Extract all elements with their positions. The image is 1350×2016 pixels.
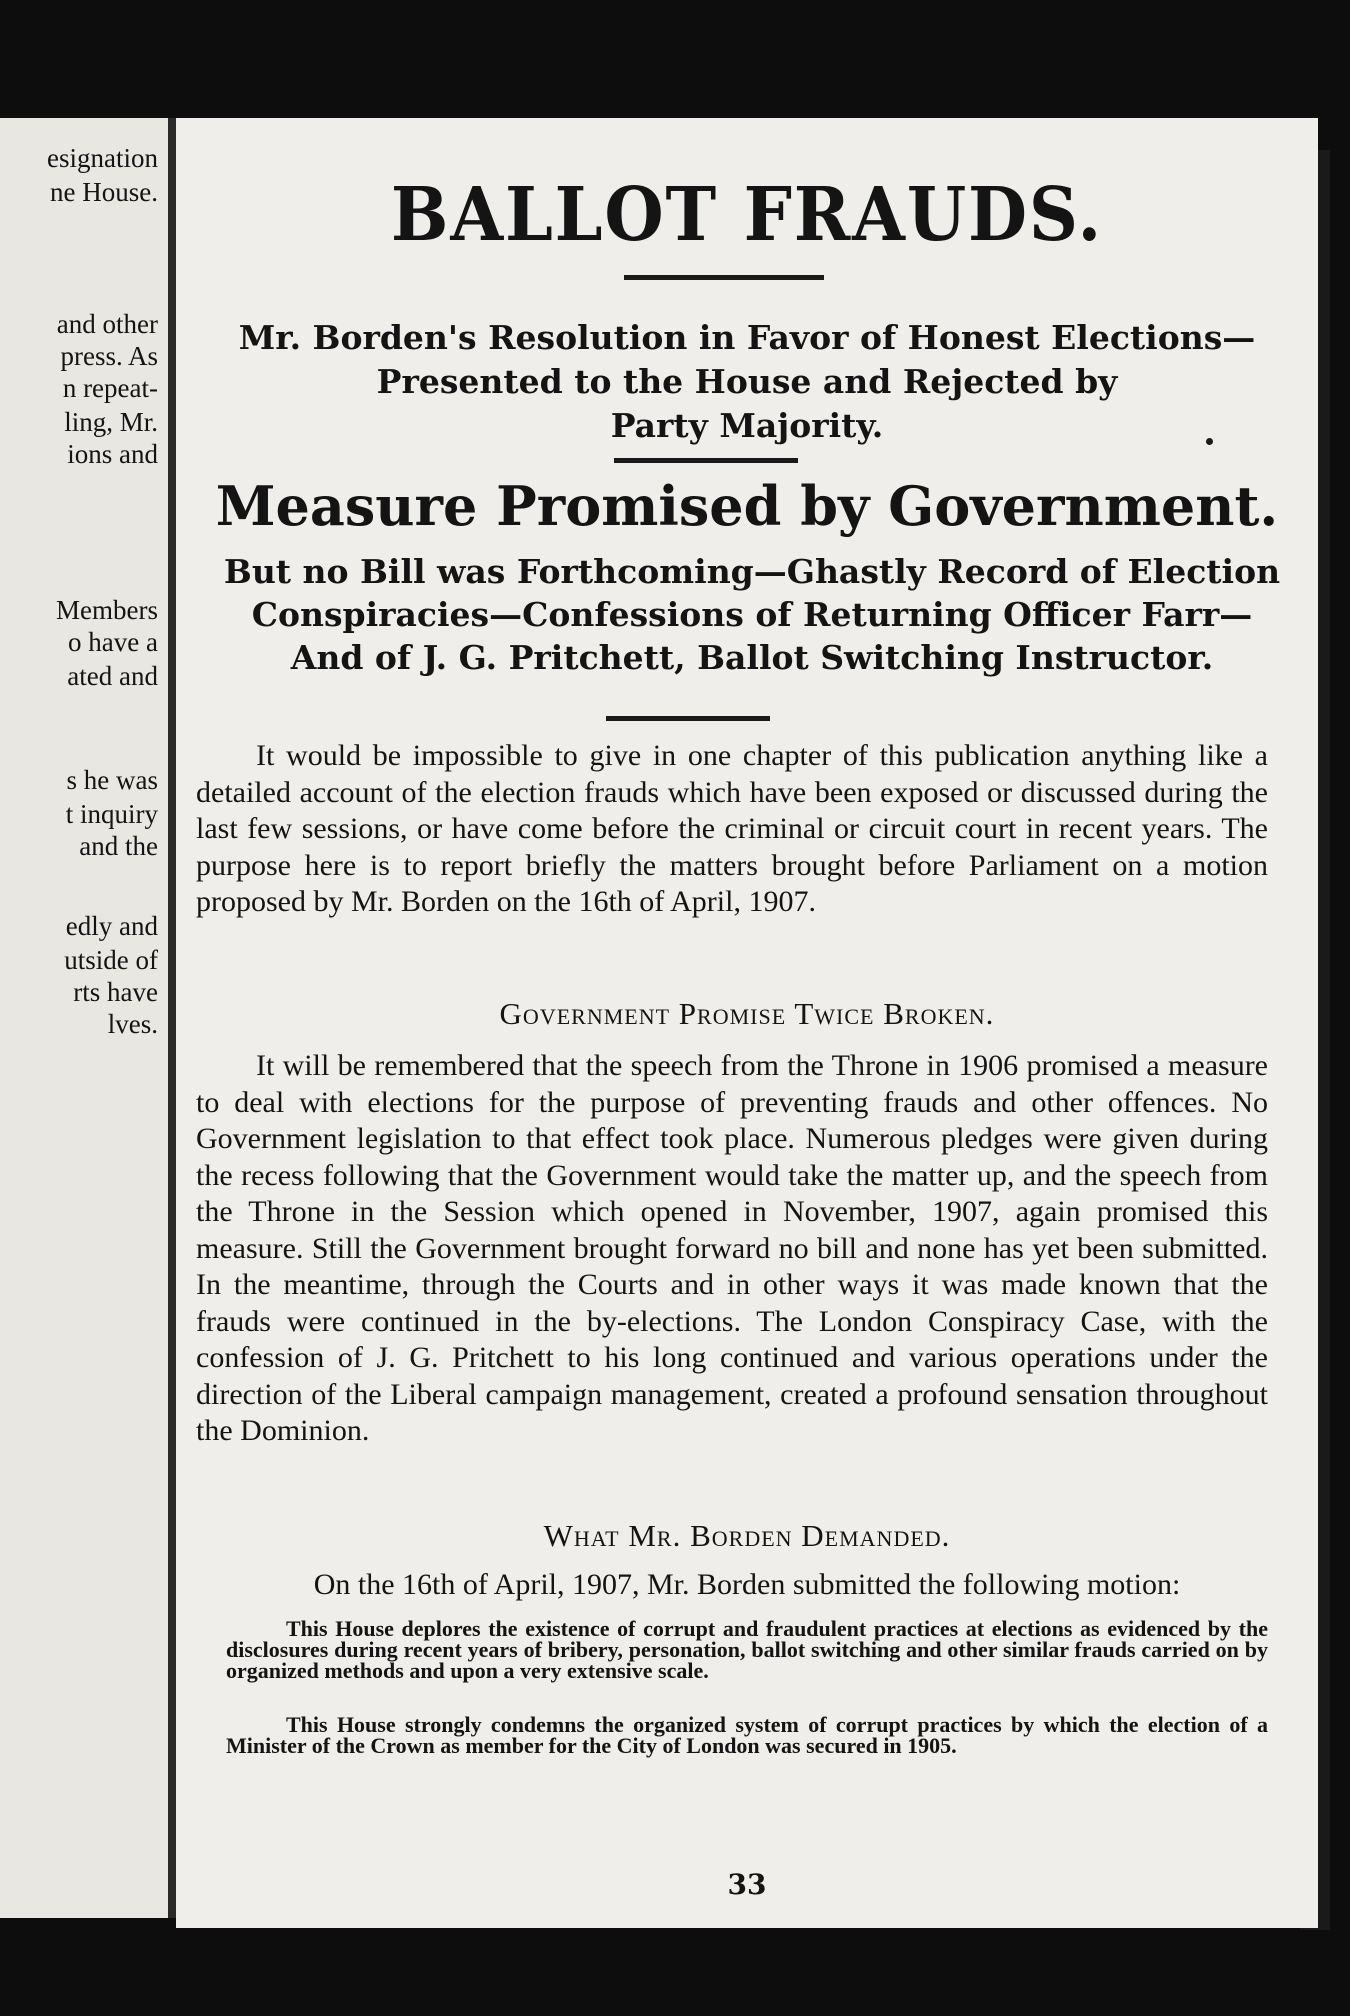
subtitle-line: Presented to the House and Rejected by <box>376 362 1118 401</box>
document-page <box>176 118 1318 1928</box>
facing-page-line: ated and <box>67 661 158 691</box>
intro-paragraph: It would be impossible to give in one chapter of this publication anything like a detailed account of the election frauds which have been exposed or discussed during the last few sessions, or have come before the criminal or circuit court in recent years. The purpose here is to report briefly the matters brought before Parliament on a motion proposed by Mr. Borden on the 16th of April, 1907. <box>196 739 1268 918</box>
facing-page-line: rts have <box>73 977 158 1007</box>
facing-page-line: edly and <box>65 911 158 941</box>
section-paragraph-promise-broken: It will be remembered that the speech from the Throne in 1906 promised a measure to deal with elections for the purpose of preventing frauds and other offences. No Government legislation to that effect took place. Numerous pledges were given during the recess following that the Government would take the matter up, and the speech from the Throne in the Session which opened in November, 1907, again promised this measure. Still the Government brought forward no bill and none has yet been submitted. In the meantime, through the Courts and in other ways it was made known that the frauds were continued in the by-elections. The London Conspiracy Case, with the confession of J. G. Pritchett to his long continued and various operations under the direction of the Liberal campaign management, created a profound sensation throughout the Dominion. <box>196 1049 1268 1447</box>
motion-paragraph: This House deplores the existence of corrupt and fraudulent practices at elections as evidenced by the disclosures during recent years of bribery, personation, ballot switching and other similar frauds carried on by organized methods and upon a very extensive scale. <box>226 1616 1268 1683</box>
subheadline-rule <box>606 716 770 721</box>
subheadline-line: And of J. G. Pritchett, Ballot Switching Instructor. <box>290 638 1214 677</box>
facing-page-line: o have a <box>68 627 158 657</box>
motion-paragraph: This House strongly condemns the organized system of corrupt practices by which the election of a Minister of the Crown as member for the City of London was secured in 1905. <box>226 1712 1268 1758</box>
subtitle-rule <box>614 458 798 463</box>
facing-page-line: utside of <box>64 945 158 975</box>
subtitle <box>236 316 1258 448</box>
facing-page-line: and other <box>56 309 158 339</box>
ink-spot <box>1206 438 1213 445</box>
facing-page-line: esignation <box>47 143 158 173</box>
facing-page-line: ling, Mr. <box>64 407 158 437</box>
title-rule <box>624 275 824 280</box>
facing-page-line: n repeat- <box>62 373 158 403</box>
subheadline <box>216 550 1288 679</box>
subheadline-line: But no Bill was Forthcoming—Ghastly Record of Election <box>223 552 1281 591</box>
subtitle-line: Party Majority. <box>610 406 884 445</box>
facing-page-line: press. As <box>60 341 158 371</box>
facing-page-line: and the <box>79 831 158 861</box>
section-heading-promise-broken: Government Promise Twice Broken. <box>499 996 995 1031</box>
facing-page-line: t inquiry <box>65 799 158 829</box>
facing-page-line: ne House. <box>50 177 158 207</box>
facing-page-line: lves. <box>107 1009 158 1039</box>
facing-page-line: ions and <box>67 439 158 469</box>
subtitle-line: Mr. Borden's Resolution in Favor of Honest Elections— <box>238 318 1256 357</box>
facing-page-line: s he was <box>66 765 158 795</box>
section-heading-borden-demanded: What Mr. Borden Demanded. <box>543 1518 951 1553</box>
facing-page-fragment <box>0 118 171 1918</box>
subheadline-line: Conspiracies—Confessions of Returning Officer Farr— <box>251 595 1253 634</box>
page-title: BALLOT FRAUDS. <box>390 172 1104 258</box>
headline: Measure Promised by Government. <box>215 474 1279 538</box>
motion-lead: On the 16th of April, 1907, Mr. Borden submitted the following motion: <box>313 1568 1181 1601</box>
page-number: 33 <box>727 1868 767 1901</box>
book-gutter <box>168 118 176 1918</box>
facing-page-line: Members <box>56 595 158 625</box>
